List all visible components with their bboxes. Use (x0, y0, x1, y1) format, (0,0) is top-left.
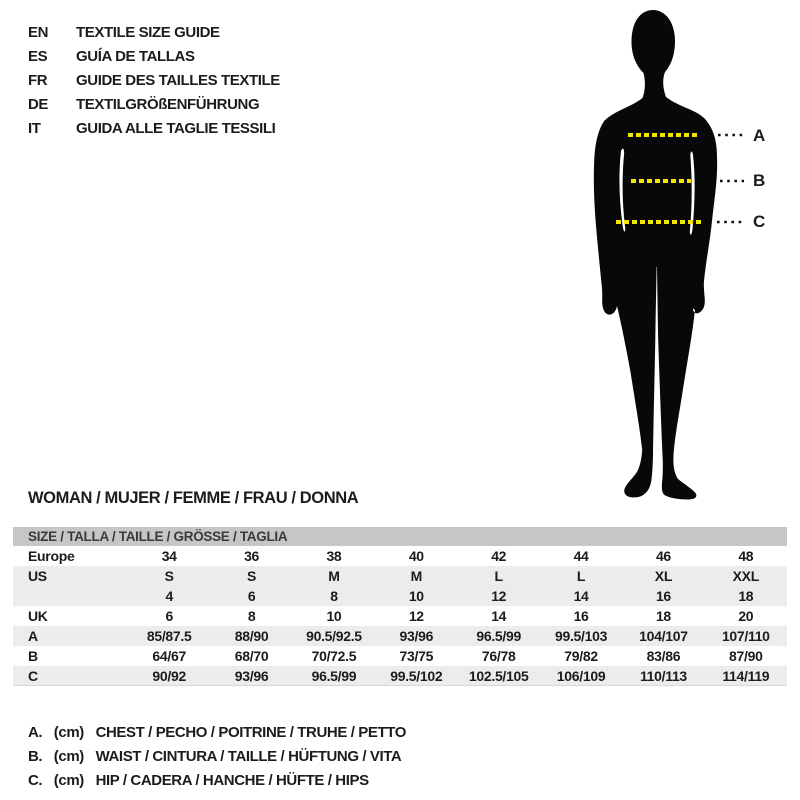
cell: 42 (491, 548, 507, 564)
cell: 34 (161, 548, 177, 564)
cell: 93/96 (234, 668, 269, 684)
table-row-uk (13, 606, 787, 626)
cell: 90.5/92.5 (306, 628, 362, 644)
woman-silhouette-icon (585, 5, 800, 501)
cell: 20 (738, 608, 754, 624)
cell: 102.5/105 (468, 668, 529, 684)
language-title: TEXTILGRÖßENFÜHRUNG (76, 96, 260, 113)
table-row-us-letter (13, 566, 787, 586)
cell: 4 (165, 588, 173, 604)
legend-code: A. (28, 724, 43, 741)
cell: S (164, 568, 174, 584)
cell: 104/107 (639, 628, 688, 644)
cell: XXL (732, 568, 759, 584)
row-label: B (28, 648, 38, 664)
cell: 87/90 (729, 648, 763, 664)
cell: 46 (655, 548, 671, 564)
cell: 88/90 (234, 628, 269, 644)
row-label: C (28, 668, 38, 684)
cell: 18 (738, 588, 754, 604)
legend-row-hip (28, 769, 406, 793)
cell: 106/109 (556, 668, 606, 684)
cell: 6 (165, 608, 173, 624)
cell: 68/70 (234, 648, 269, 664)
marker-label-c: C (753, 212, 766, 231)
legend-text: CHEST / PECHO / POITRINE / TRUHE / PETTO (95, 724, 406, 741)
cell: 99.5/102 (390, 668, 443, 684)
measurement-figure (585, 5, 800, 501)
row-label: UK (28, 608, 48, 624)
table-row-chest (13, 626, 787, 646)
cell: 110/113 (639, 668, 687, 684)
cell: 16 (655, 588, 671, 604)
legend-text: HIP / CADERA / HANCHE / HÜFTE / HIPS (95, 772, 369, 789)
language-title: TEXTILE SIZE GUIDE (76, 24, 220, 41)
cell: 14 (491, 608, 507, 624)
cell: S (247, 568, 257, 584)
cell: 90/92 (152, 668, 186, 684)
language-code: ES (28, 48, 48, 65)
table-row-hip (13, 666, 787, 686)
cell: 44 (573, 548, 589, 564)
legend-unit: (cm) (53, 772, 84, 789)
cell: 107/110 (721, 628, 770, 644)
language-code: FR (28, 72, 48, 89)
cell: 79/82 (564, 648, 598, 664)
legend-code: C. (28, 772, 43, 789)
cell: 48 (738, 548, 754, 564)
cell: 8 (247, 608, 256, 624)
language-code: EN (28, 24, 49, 41)
cell: 12 (491, 588, 507, 604)
legend-text: WAIST / CINTURA / TAILLE / HÜFTUNG / VITA (95, 748, 402, 765)
cell: M (328, 568, 340, 584)
cell: 14 (573, 588, 589, 604)
cell: 18 (655, 608, 671, 624)
language-title-block (28, 21, 280, 141)
cell: 8 (330, 588, 338, 604)
cell: 10 (408, 588, 424, 604)
language-row-es (28, 45, 280, 69)
cell: 73/75 (399, 648, 434, 664)
marker-label-a: A (753, 126, 766, 145)
legend-row-waist (28, 745, 406, 769)
row-label: US (28, 568, 47, 584)
language-title: GUIDE DES TAILLES TEXTILE (76, 72, 280, 89)
gender-section-heading: WOMAN / MUJER / FEMME / FRAU / DONNA (28, 489, 359, 507)
cell: 16 (573, 608, 589, 624)
marker-label-b: B (753, 171, 766, 190)
cell: 99.5/103 (555, 628, 608, 644)
legend-code: B. (28, 748, 43, 765)
row-label: Europe (28, 548, 75, 564)
legend-unit: (cm) (53, 724, 84, 741)
cell: 96.5/99 (311, 668, 357, 684)
cell: 76/78 (481, 648, 516, 664)
language-code: DE (28, 96, 49, 113)
language-row-it (28, 117, 280, 141)
legend-row-chest (28, 721, 406, 745)
cell: L (494, 568, 503, 584)
cell: 38 (326, 548, 342, 564)
measurement-legend (28, 721, 406, 793)
table-row-us-number (13, 586, 787, 606)
language-code: IT (28, 120, 41, 137)
cell: L (576, 568, 586, 584)
cell: 12 (408, 608, 424, 624)
cell: 64/67 (152, 648, 186, 664)
cell: M (410, 568, 422, 584)
language-row-en (28, 21, 280, 45)
cell: 83/86 (646, 648, 681, 664)
language-title: GUIDA ALLE TAGLIE TESSILI (76, 120, 276, 137)
cell: 93/96 (399, 628, 434, 644)
cell: 36 (244, 548, 260, 564)
language-row-fr (28, 69, 280, 93)
cell: 96.5/99 (476, 628, 521, 644)
size-table-header: SIZE / TALLA / TAILLE / GRÖSSE / TAGLIA (13, 527, 787, 546)
row-label: A (28, 628, 38, 644)
cell: 114/119 (722, 668, 770, 684)
row-label (13, 586, 128, 606)
cell: XL (654, 568, 673, 584)
cell: 10 (326, 608, 342, 624)
cell: 40 (408, 548, 424, 564)
legend-unit: (cm) (53, 748, 84, 765)
cell: 70/72.5 (311, 648, 357, 664)
size-table (13, 527, 787, 686)
cell: 6 (247, 588, 256, 604)
cell: 85/87.5 (146, 628, 192, 644)
table-row-europe (13, 546, 787, 566)
language-row-de (28, 93, 280, 117)
table-row-waist (13, 646, 787, 666)
language-title: GUÍA DE TALLAS (76, 48, 195, 65)
